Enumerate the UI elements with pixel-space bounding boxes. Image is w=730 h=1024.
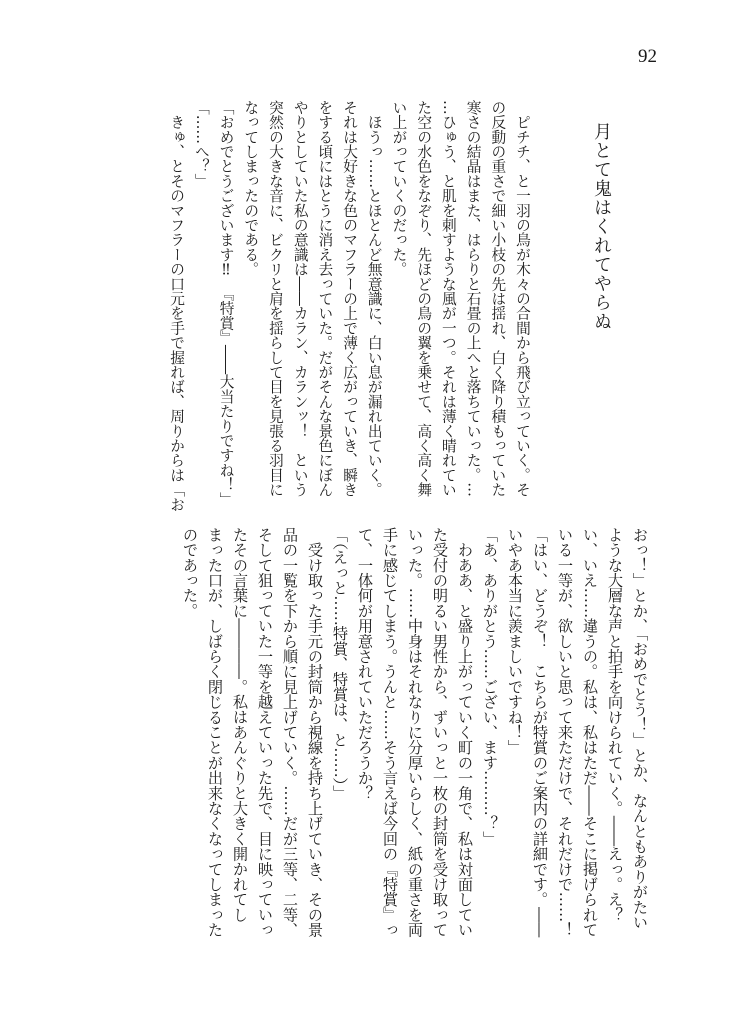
text-column: ピチチ、と一羽の鳥が木々の合間から飛び立っていく。そ: [514, 100, 531, 497]
text-column: ほうっ……とほとんど無意識に、白い息が漏れ出ていく。: [365, 100, 383, 497]
text-column: い、いえ……違うの。私は、私はただ――そこに掲げられて: [581, 527, 599, 938]
chapter-title: 月とて鬼はくれてやらぬ: [591, 122, 612, 331]
text-column: まった口が、しばらく閉じることが出来なくなってしまった: [206, 527, 224, 938]
text-column: 突然の大きな音に、ビクリと肩を揺らして目を見張る羽目に: [266, 100, 284, 497]
text-column: のであった。: [181, 527, 199, 619]
text-column: た受付の明るい男性から、ずいっと一枚の封筒を受け取って: [431, 527, 449, 938]
text-column: の反動の重さで細い小枝の先は揺れ、白く降り積もっていた: [489, 100, 507, 497]
text-column: 「おめでとうございます‼ 『特賞』――大当たりですね！」: [217, 100, 235, 507]
text-column: いった。……中身はそれなりに分厚いらしく、紙の重さを両: [406, 527, 424, 938]
text-column: 「……へ？」: [192, 100, 210, 189]
text-column: 品の一覧を下から順に見上げていく。……だが三等、二等、: [281, 527, 299, 938]
text-column: 寒さの結晶はまた、はらりと石畳の上へと落ちていった。…: [464, 100, 482, 497]
text-column: わああ、と盛り上がっていく町の一角で、私は対面してい: [456, 527, 474, 938]
text-column: 「（えっと……特賞、特賞は、と……）」: [331, 527, 349, 801]
text-column: やりとしていた私の意識は――カラン、カランッ！ という: [291, 100, 309, 497]
text-column: ような大層な声と拍手を向けられていく。――えっ。え？: [606, 527, 624, 923]
text-column: た空の水色をなぞり、先ほどの鳥の翼を乗せて、高く高く舞: [415, 100, 433, 497]
text-column: たその言葉に――――。私はあんぐりと大きく開かれてし: [231, 527, 249, 923]
text-column: なってしまったのである。: [242, 100, 260, 277]
text-column: いやあ本当に羨ましいですね！」: [506, 527, 524, 755]
text-column: をする頃にはとうに消え去っていた。だがそんな景色にぼん: [316, 100, 334, 497]
text-column: 手に感じてしまう。うんと……そう言えば今回の『特賞』っ: [381, 527, 399, 938]
text-column: て、一体何が用意されていただろうか？: [356, 527, 374, 801]
text-column: それは大好きな色のマフラーの上で薄く広がっていき、瞬き: [341, 100, 359, 497]
text-block-top: [163, 100, 534, 512]
text-column: い上がっていくのだった。: [390, 100, 408, 277]
text-column: 「あ、ありがとう……ござい、ます………？」: [481, 527, 499, 847]
text-column: 受け取った手元の封筒から視線を持ち上げていき、その景: [306, 527, 324, 938]
text-column: …ひゅう、と肌を刺すような風が一つ。それは薄く晴れてい: [439, 100, 457, 497]
text-block-bottom: [177, 527, 652, 942]
text-column: 「はい、どうぞ！ こちらが特賞のご案内の詳細です。――: [531, 527, 549, 938]
text-column: きゅ、とそのマフラーの口元を手で握れば、周りからは「お: [168, 100, 186, 512]
page-number: 92: [638, 46, 657, 67]
text-column: おっ！」とか、「おめでとう！」とか、なんともありがたい: [631, 527, 649, 930]
text-column: そして狙っていた一等を越えていった先で、目に映っていっ: [256, 527, 274, 938]
text-column: いる一等が、欲しいと思って来ただけで、それだけで……！: [556, 527, 574, 938]
